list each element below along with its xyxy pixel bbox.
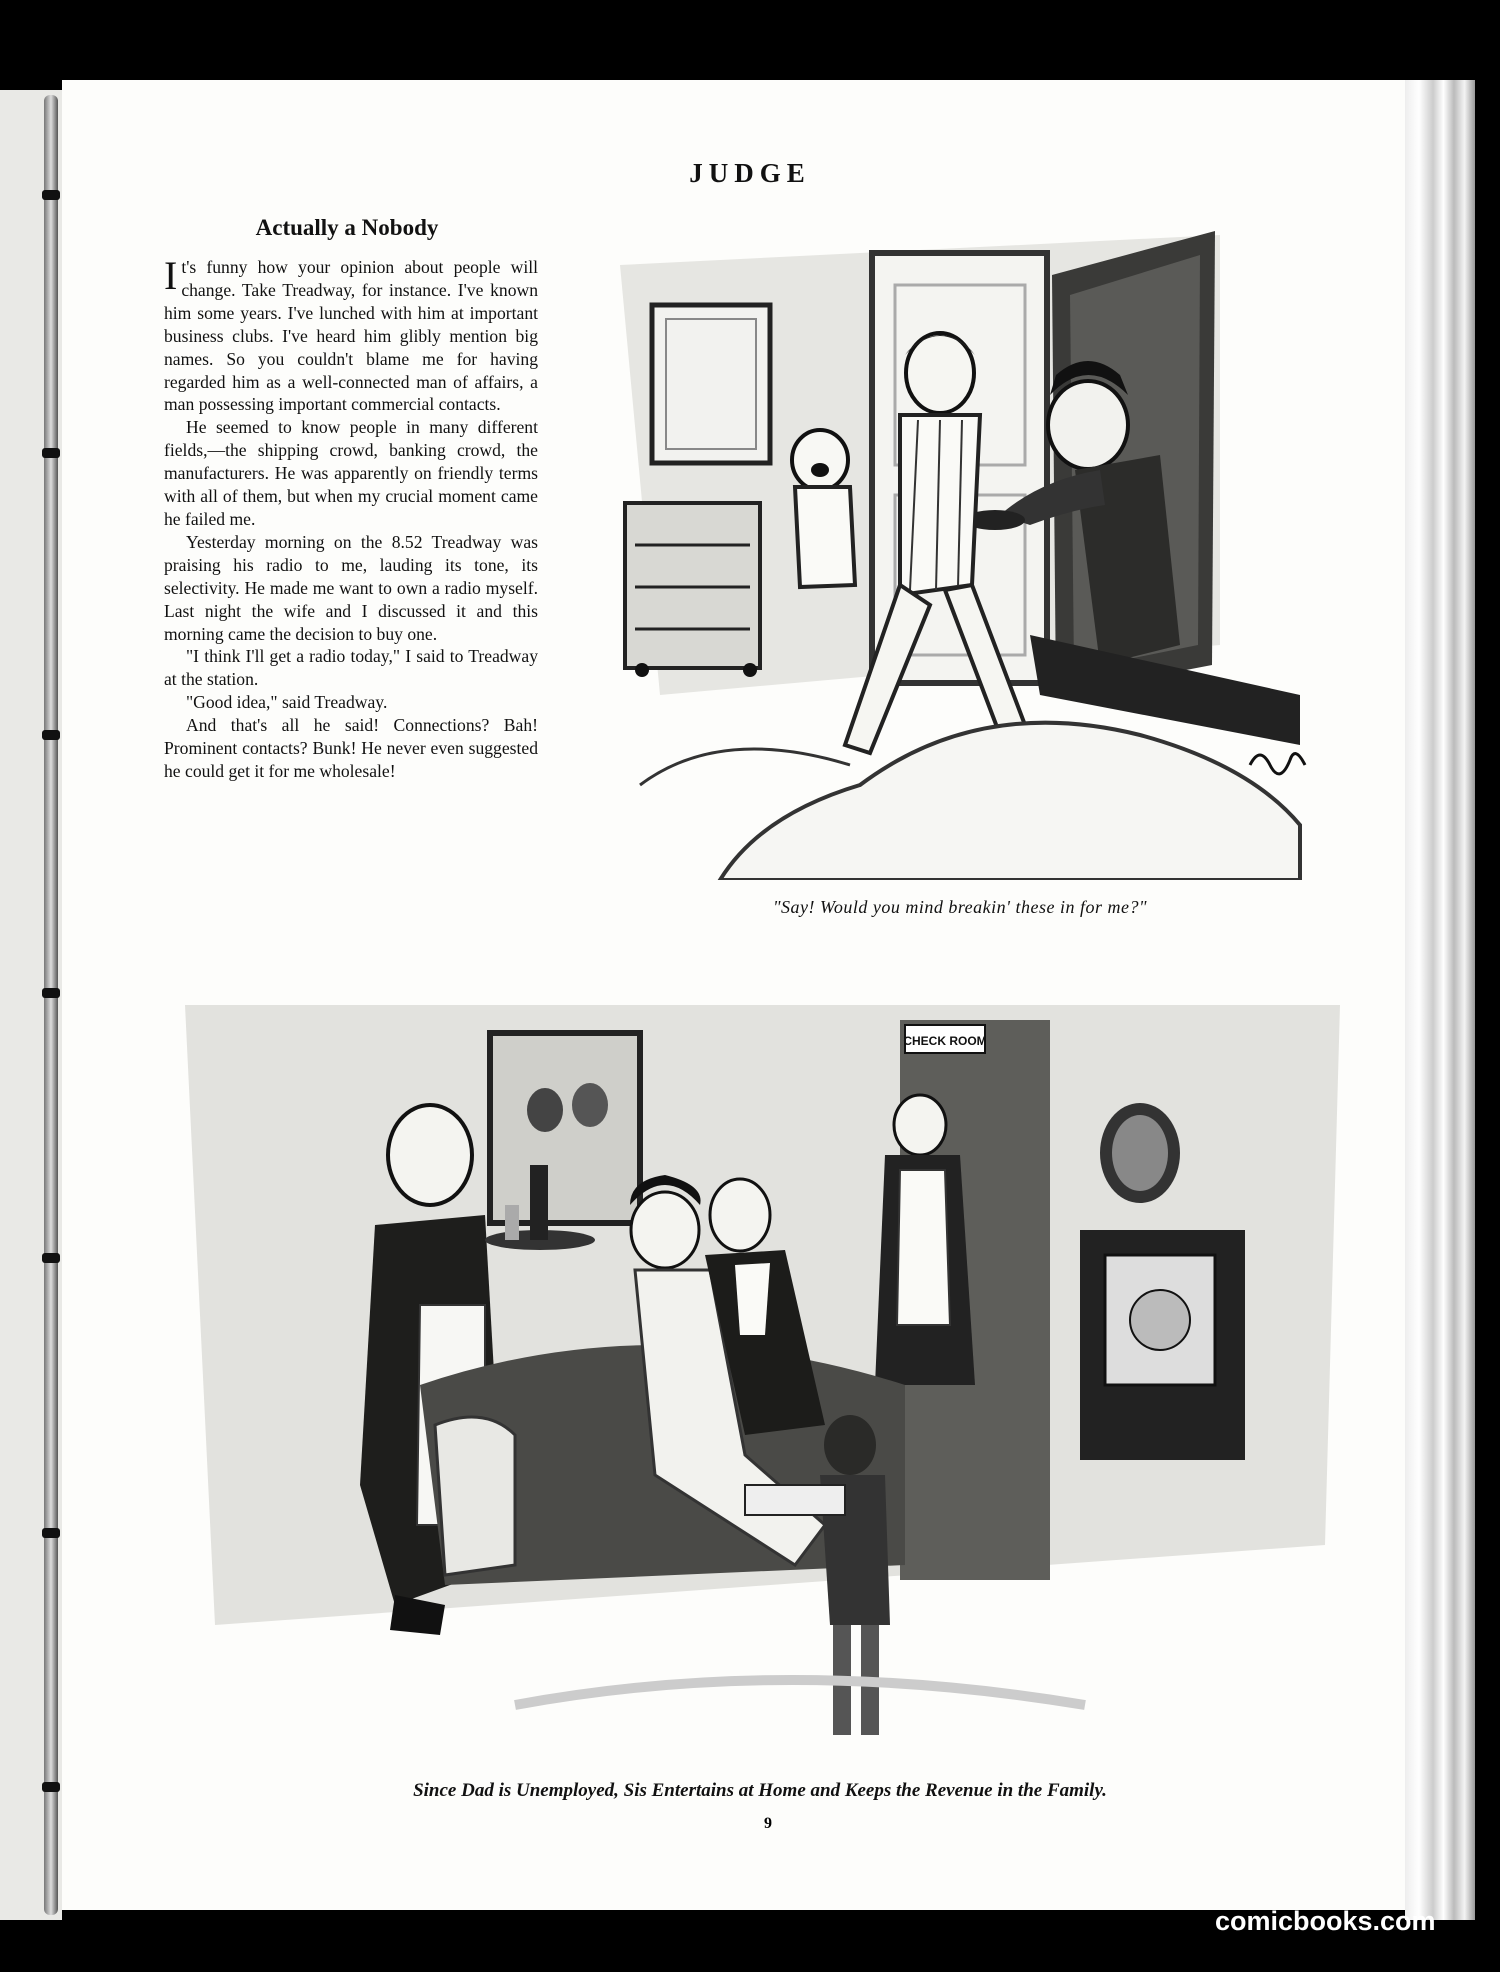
cartoon-illustration-sis-entertains — [185, 1005, 1340, 1775]
article-paragraph: And that's all he said! Connections? Bah! Prominent contacts? Bunk! He never even suggested he could get it for me wholesale! — [164, 715, 538, 781]
drop-cap: I — [164, 253, 178, 298]
article-paragraph: Yesterday morning on the 8.52 Treadway was praising his radio to me, lauding its tone, its selectivity. He made me want to own a radio myself. Last night the wife and I discussed it and this morning came the decision to buy one. — [164, 531, 538, 644]
page-number: 9 — [764, 1815, 772, 1832]
site-watermark: comicbooks.com — [1215, 1906, 1436, 1936]
check-room-sign: CHECK ROOM — [903, 1034, 987, 1048]
article-paragraph: "I think I'll get a radio today," I said to Treadway at the station. — [164, 646, 538, 690]
binding-spine — [44, 95, 58, 1915]
page-stack-edge — [1405, 80, 1475, 1920]
binding-stitch — [42, 1528, 60, 1538]
article-paragraph: He seemed to know people in many different fields,—the shipping crowd, banking crowd, the manufacturers. He was apparently on friendly terms with all of them, but when my crucial moment came he failed me. — [164, 417, 538, 529]
article-paragraph: It's funny how your opinion about people will change. Take Treadway, for instance. I've known him some years. I've lunched with him at important business clubs. I've heard him glibly mention big names. So you couldn't blame me for having regarded him as a well-connected man of affairs, a man possessing important commercial contacts. — [164, 253, 538, 415]
binding-stitch — [42, 1782, 60, 1792]
binding-stitch — [42, 448, 60, 458]
cartoon-illustration-baby-shoes — [600, 225, 1340, 880]
binding-stitch — [42, 988, 60, 998]
cartoon-caption-bottom: Since Dad is Unemployed, Sis Entertains at Home and Keeps the Revenue in the Family. — [413, 1780, 1107, 1801]
binding-stitch — [42, 190, 60, 200]
masthead: JUDGE — [689, 158, 811, 188]
cartoon-caption-top: "Say! Would you mind breakin' these in for me?" — [772, 897, 1148, 917]
article-title: Actually a Nobody — [255, 215, 439, 240]
article-body — [164, 253, 538, 783]
article-paragraph: "Good idea," said Treadway. — [186, 692, 388, 713]
binding-stitch — [42, 730, 60, 740]
binding-stitch — [42, 1253, 60, 1263]
